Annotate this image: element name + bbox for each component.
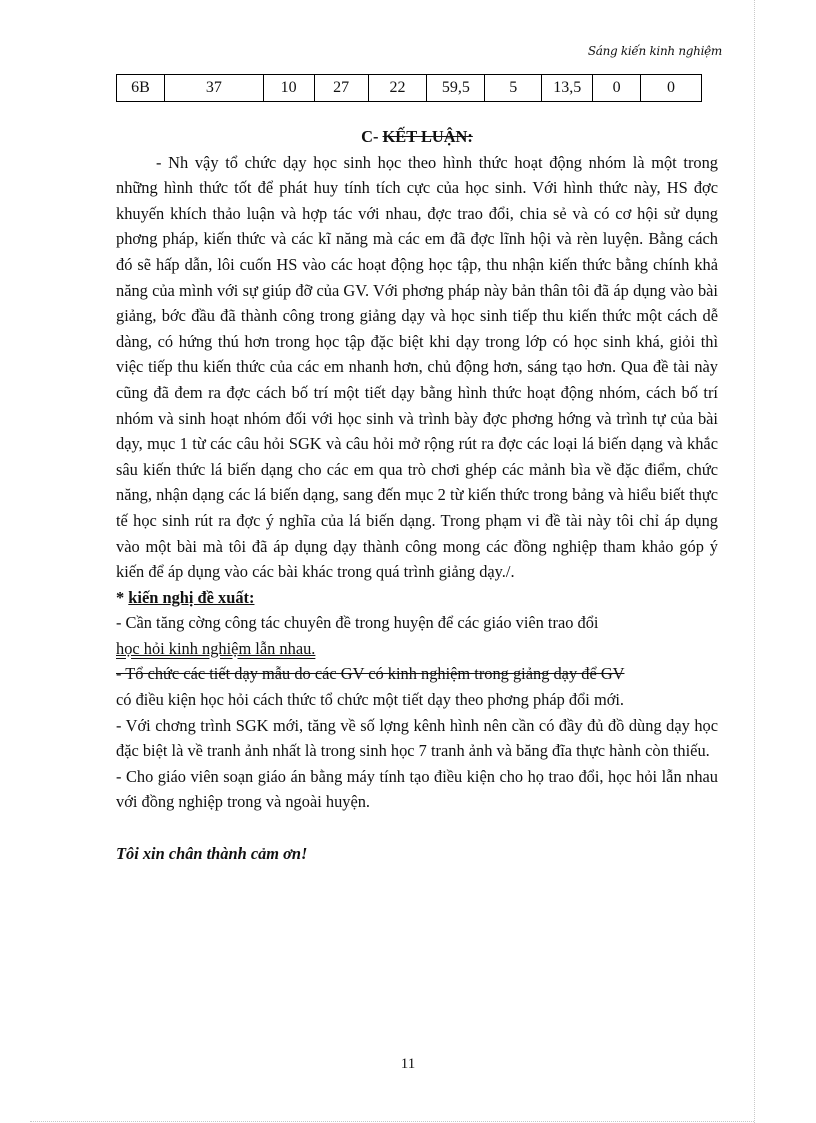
header-note: Sáng kiến kinh nghiệm [587,44,722,58]
recommendation-4: - Cho giáo viên soạn giáo án bằng máy tính tạo điều kiện cho họ trao đổi, học hỏi lẫn nhau với đồng nghiệp trong và ngoài huyện. [116,766,718,812]
results-table [116,74,702,102]
section-title [116,124,718,150]
table-cell: 13,5 [542,75,593,102]
recommendation-3: - Với chơng trình SGK mới, tăng về số lợng kênh hình nên cần có đầy đủ đồ dùng dạy học đặc biệt là về tranh ảnh nhất là trong sinh học 7 tranh ảnh và băng đĩa thực hành còn thiếu. [116,715,718,761]
page-border-right [754,0,755,1123]
conclusion-paragraph: - Nh vậy tổ chức dạy học sinh học theo hình thức hoạt động nhóm là một trong những hình thức tốt để phát huy tính tích cực của học sinh. Với hình thức này, HS đợc khuyến khích thảo luận và hợp tác với nhau, đợc trao đổi, chia sẻ và có cơ hội sử dụng phơng pháp, kiến thức và các kĩ năng mà các em đã đợc lĩnh hội và rèn luyện. Bằng cách đó sẽ hấp dẫn, lôi cuốn HS vào các hoạt động học tập, thu nhận kiến thức bằng chính khả năng của mình với sự giúp đỡ của GV. Với phơng pháp này bản thân tôi đã áp dụng vào bài giảng, bớc đầu đã thành công trong giảng dạy và học sinh tiếp thu kiến thức một cách dễ dàng, có hứng thú hơn trong học tập đặc biệt khi dạy trong lớp có học sinh khá, giỏi thì việc tiếp thu kiến thức của các em nhanh hơn, chủ động hơn, sáng tạo hơn. Qua đề tài này cũng đã đem ra đợc cách bố trí một tiết dạy bằng hình thức hoạt động nhóm, cách bố trí nhóm và sinh hoạt nhóm đối với học sinh và trình bày đợc phơng hớng và trình tự của bài dạy, mục 1 từ các câu hỏi SGK và câu hỏi mở rộng rút ra đợc các loại lá biến dạng và khắc sâu kiến thức lá biến dạng cho các em qua trò chơi ghép các mảnh bìa về đặc điểm, chức năng, nhận dạng các lá biến dạng, sang đến mục 2 từ kiến thức trong bảng và hiểu biết thực tế học sinh rút ra đợc ý nghĩa của lá biến dạng. Trong phạm vi đề tài này tôi chỉ áp dụng vào một bài mà tôi đã áp dụng dạy thành công mong các đồng nghiệp tham khảo góp ý kiến để áp dụng vào các bài khác trong quá trình giảng dạy./. [116,152,718,582]
closing-thanks: Tôi xin chân thành cảm ơn! [116,844,308,864]
table-cell: 27 [314,75,368,102]
table-cell: 59,5 [427,75,485,102]
recommendation-1b-line [116,636,718,662]
table-cell: 10 [263,75,314,102]
table-cell: 22 [368,75,427,102]
recommendation-2b: có điều kiện học hỏi cách thức tổ chức một tiết dạy theo phơng pháp đổi mới. [116,690,625,710]
recommendations-heading [116,585,718,611]
page-number: 11 [400,1056,416,1072]
table-cell: 0 [593,75,641,102]
section-title-prefix: C- [361,127,383,146]
table-cell: 0 [641,75,702,102]
recommendation-1b: học hỏi kinh nghiệm lẫn nhau. [116,638,316,658]
document-body [116,124,718,867]
table-cell: 5 [485,75,542,102]
recommendation-1a: - Cần tăng cờng công tác chuyên đề trong huyện để các giáo viên trao đổi [116,613,599,633]
section-title-main: KẾT LUẬN: [382,127,473,146]
page-border-bottom [30,1121,754,1122]
subheading-text: kiến nghị đề xuất: [128,587,255,607]
subheading-bullet: * [116,587,129,607]
table-cell: 6B [117,75,165,102]
recommendation-2a: - Tổ chức các tiết dạy mẫu do các GV có kinh nghiệm trong giảng dạy để GV [116,664,625,684]
table-row [117,75,702,102]
table-cell: 37 [164,75,263,102]
